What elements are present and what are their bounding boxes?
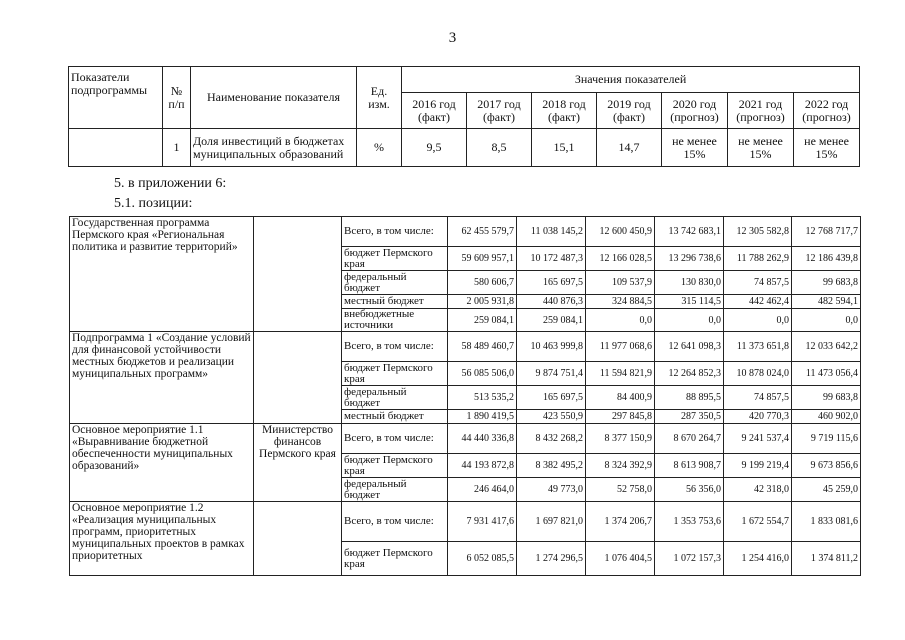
amount-cell: 84 400,9 <box>586 386 655 410</box>
amount-cell: 287 350,5 <box>655 410 724 424</box>
amount-cell: 165 697,5 <box>517 271 586 295</box>
header-year: 2017 год (факт) <box>467 93 532 129</box>
amount-cell: 580 606,7 <box>448 271 517 295</box>
financing-row <box>70 332 861 362</box>
amount-cell: 12 186 439,8 <box>792 247 861 271</box>
amount-cell: 11 373 651,8 <box>724 332 792 362</box>
amount-cell: 442 462,4 <box>724 295 792 309</box>
amount-cell: 423 550,9 <box>517 410 586 424</box>
financing-row <box>70 217 861 247</box>
funding-source: федеральный бюджет <box>342 271 448 295</box>
indicators-table <box>68 66 860 167</box>
header-values: Значения показателей <box>402 67 860 93</box>
amount-cell: 12 166 028,5 <box>586 247 655 271</box>
amount-cell: 8 377 150,9 <box>586 424 655 454</box>
amount-cell: 1 254 416,0 <box>724 542 792 576</box>
amount-cell: 9 874 751,4 <box>517 362 586 386</box>
amount-cell: 10 463 999,8 <box>517 332 586 362</box>
amount-cell: 1 353 753,6 <box>655 502 724 542</box>
amount-cell: 1 890 419,5 <box>448 410 517 424</box>
amount-cell: 1 072 157,3 <box>655 542 724 576</box>
amount-cell: 74 857,5 <box>724 271 792 295</box>
responsible-executor <box>254 502 342 576</box>
row-unit: % <box>357 129 402 167</box>
amount-cell: 1 374 206,7 <box>586 502 655 542</box>
amount-cell: 297 845,8 <box>586 410 655 424</box>
amount-cell: 1 833 081,6 <box>792 502 861 542</box>
amount-cell: 49 773,0 <box>517 478 586 502</box>
amount-cell: 56 356,0 <box>655 478 724 502</box>
amount-cell: 1 672 554,7 <box>724 502 792 542</box>
funding-source: местный бюджет <box>342 295 448 309</box>
funding-source: внебюджетные источники <box>342 309 448 332</box>
amount-cell: 56 085 506,0 <box>448 362 517 386</box>
amount-cell: 44 440 336,8 <box>448 424 517 454</box>
amount-cell: 1 697 821,0 <box>517 502 586 542</box>
amount-cell: 12 305 582,8 <box>724 217 792 247</box>
amount-cell: 59 609 957,1 <box>448 247 517 271</box>
amount-cell: 8 670 264,7 <box>655 424 724 454</box>
responsible-executor <box>254 217 342 332</box>
header-year: 2022 год (прогноз) <box>794 93 860 129</box>
amount-cell: 109 537,9 <box>586 271 655 295</box>
row-value: 8,5 <box>467 129 532 167</box>
amount-cell: 259 084,1 <box>448 309 517 332</box>
header-year: 2016 год (факт) <box>402 93 467 129</box>
row-value: 14,7 <box>597 129 662 167</box>
amount-cell: 482 594,1 <box>792 295 861 309</box>
amount-cell: 13 296 738,6 <box>655 247 724 271</box>
amount-cell: 12 264 852,3 <box>655 362 724 386</box>
amount-cell: 513 535,2 <box>448 386 517 410</box>
amount-cell: 12 600 450,9 <box>586 217 655 247</box>
amount-cell: 11 594 821,9 <box>586 362 655 386</box>
amount-cell: 12 641 098,3 <box>655 332 724 362</box>
amount-cell: 62 455 579,7 <box>448 217 517 247</box>
financing-row <box>70 502 861 542</box>
row-no: 1 <box>163 129 191 167</box>
funding-source: местный бюджет <box>342 410 448 424</box>
row-name: Доля инвестиций в бюджетах муниципальных образований <box>191 129 357 167</box>
amount-cell: 6 052 085,5 <box>448 542 517 576</box>
amount-cell: 130 830,0 <box>655 271 724 295</box>
header-year: 2019 год (факт) <box>597 93 662 129</box>
amount-cell: 324 884,5 <box>586 295 655 309</box>
amount-cell: 8 432 268,2 <box>517 424 586 454</box>
page-number: 3 <box>448 30 457 46</box>
amount-cell: 58 489 460,7 <box>448 332 517 362</box>
amount-cell: 315 114,5 <box>655 295 724 309</box>
funding-source: федеральный бюджет <box>342 386 448 410</box>
amount-cell: 420 770,3 <box>724 410 792 424</box>
amount-cell: 11 038 145,2 <box>517 217 586 247</box>
amount-cell: 99 683,8 <box>792 386 861 410</box>
funding-source: Всего, в том числе: <box>342 217 448 247</box>
amount-cell: 11 473 056,4 <box>792 362 861 386</box>
responsible-executor: Министерство финансов Пермского края <box>254 424 342 502</box>
header-program: Показатели подпрограммы <box>69 67 163 129</box>
amount-cell: 11 788 262,9 <box>724 247 792 271</box>
program-name: Основное мероприятие 1.1 «Выравнивание бюджетной обеспеченности муниципальных образований» <box>70 424 254 502</box>
amount-cell: 10 878 024,0 <box>724 362 792 386</box>
responsible-executor <box>254 332 342 424</box>
financing-table <box>69 216 861 576</box>
amount-cell: 11 977 068,6 <box>586 332 655 362</box>
amount-cell: 9 673 856,6 <box>792 454 861 478</box>
header-year: 2021 год (прогноз) <box>728 93 794 129</box>
amount-cell: 9 199 219,4 <box>724 454 792 478</box>
amount-cell: 7 931 417,6 <box>448 502 517 542</box>
row-value: не менее 15% <box>794 129 860 167</box>
amount-cell: 74 857,5 <box>724 386 792 410</box>
program-name: Государственная программа Пермского края «Региональная политика и развитие территорий» <box>70 217 254 332</box>
positions-note: 5.1. позиции: <box>114 196 193 211</box>
amount-cell: 440 876,3 <box>517 295 586 309</box>
amount-cell: 259 084,1 <box>517 309 586 332</box>
amount-cell: 45 259,0 <box>792 478 861 502</box>
header-unit: Ед. изм. <box>357 67 402 129</box>
amount-cell: 8 613 908,7 <box>655 454 724 478</box>
amount-cell: 1 076 404,5 <box>586 542 655 576</box>
amount-cell: 165 697,5 <box>517 386 586 410</box>
amount-cell: 1 374 811,2 <box>792 542 861 576</box>
amount-cell: 8 324 392,9 <box>586 454 655 478</box>
funding-source: бюджет Пермского края <box>342 362 448 386</box>
amount-cell: 99 683,8 <box>792 271 861 295</box>
amount-cell: 13 742 683,1 <box>655 217 724 247</box>
row-value: 9,5 <box>402 129 467 167</box>
amount-cell: 9 719 115,6 <box>792 424 861 454</box>
funding-source: Всего, в том числе: <box>342 424 448 454</box>
amount-cell: 0,0 <box>724 309 792 332</box>
funding-source: Всего, в том числе: <box>342 332 448 362</box>
row-value: не менее 15% <box>728 129 794 167</box>
amount-cell: 10 172 487,3 <box>517 247 586 271</box>
financing-row <box>70 424 861 454</box>
amount-cell: 0,0 <box>655 309 724 332</box>
appendix-note: 5. в приложении 6: <box>114 176 227 191</box>
header-year: 2018 год (факт) <box>532 93 597 129</box>
row-value: не менее 15% <box>662 129 728 167</box>
amount-cell: 42 318,0 <box>724 478 792 502</box>
program-name: Основное мероприятие 1.2 «Реализация муниципальных программ, приоритетных муниципальных проектов в рамках приоритетных <box>70 502 254 576</box>
amount-cell: 0,0 <box>586 309 655 332</box>
amount-cell: 12 033 642,2 <box>792 332 861 362</box>
funding-source: бюджет Пермского края <box>342 542 448 576</box>
row-program <box>69 129 163 167</box>
amount-cell: 44 193 872,8 <box>448 454 517 478</box>
row-value: 15,1 <box>532 129 597 167</box>
amount-cell: 246 464,0 <box>448 478 517 502</box>
amount-cell: 8 382 495,2 <box>517 454 586 478</box>
header-no: № п/п <box>163 67 191 129</box>
amount-cell: 0,0 <box>792 309 861 332</box>
funding-source: бюджет Пермского края <box>342 454 448 478</box>
amount-cell: 12 768 717,7 <box>792 217 861 247</box>
amount-cell: 1 274 296,5 <box>517 542 586 576</box>
amount-cell: 460 902,0 <box>792 410 861 424</box>
amount-cell: 9 241 537,4 <box>724 424 792 454</box>
amount-cell: 52 758,0 <box>586 478 655 502</box>
program-name: Подпрограмма 1 «Создание условий для финансовой устойчивости местных бюджетов и реализации муниципальных программ» <box>70 332 254 424</box>
amount-cell: 2 005 931,8 <box>448 295 517 309</box>
funding-source: Всего, в том числе: <box>342 502 448 542</box>
funding-source: бюджет Пермского края <box>342 247 448 271</box>
header-year: 2020 год (прогноз) <box>662 93 728 129</box>
amount-cell: 88 895,5 <box>655 386 724 410</box>
funding-source: федеральный бюджет <box>342 478 448 502</box>
header-name: Наименование показателя <box>191 67 357 129</box>
